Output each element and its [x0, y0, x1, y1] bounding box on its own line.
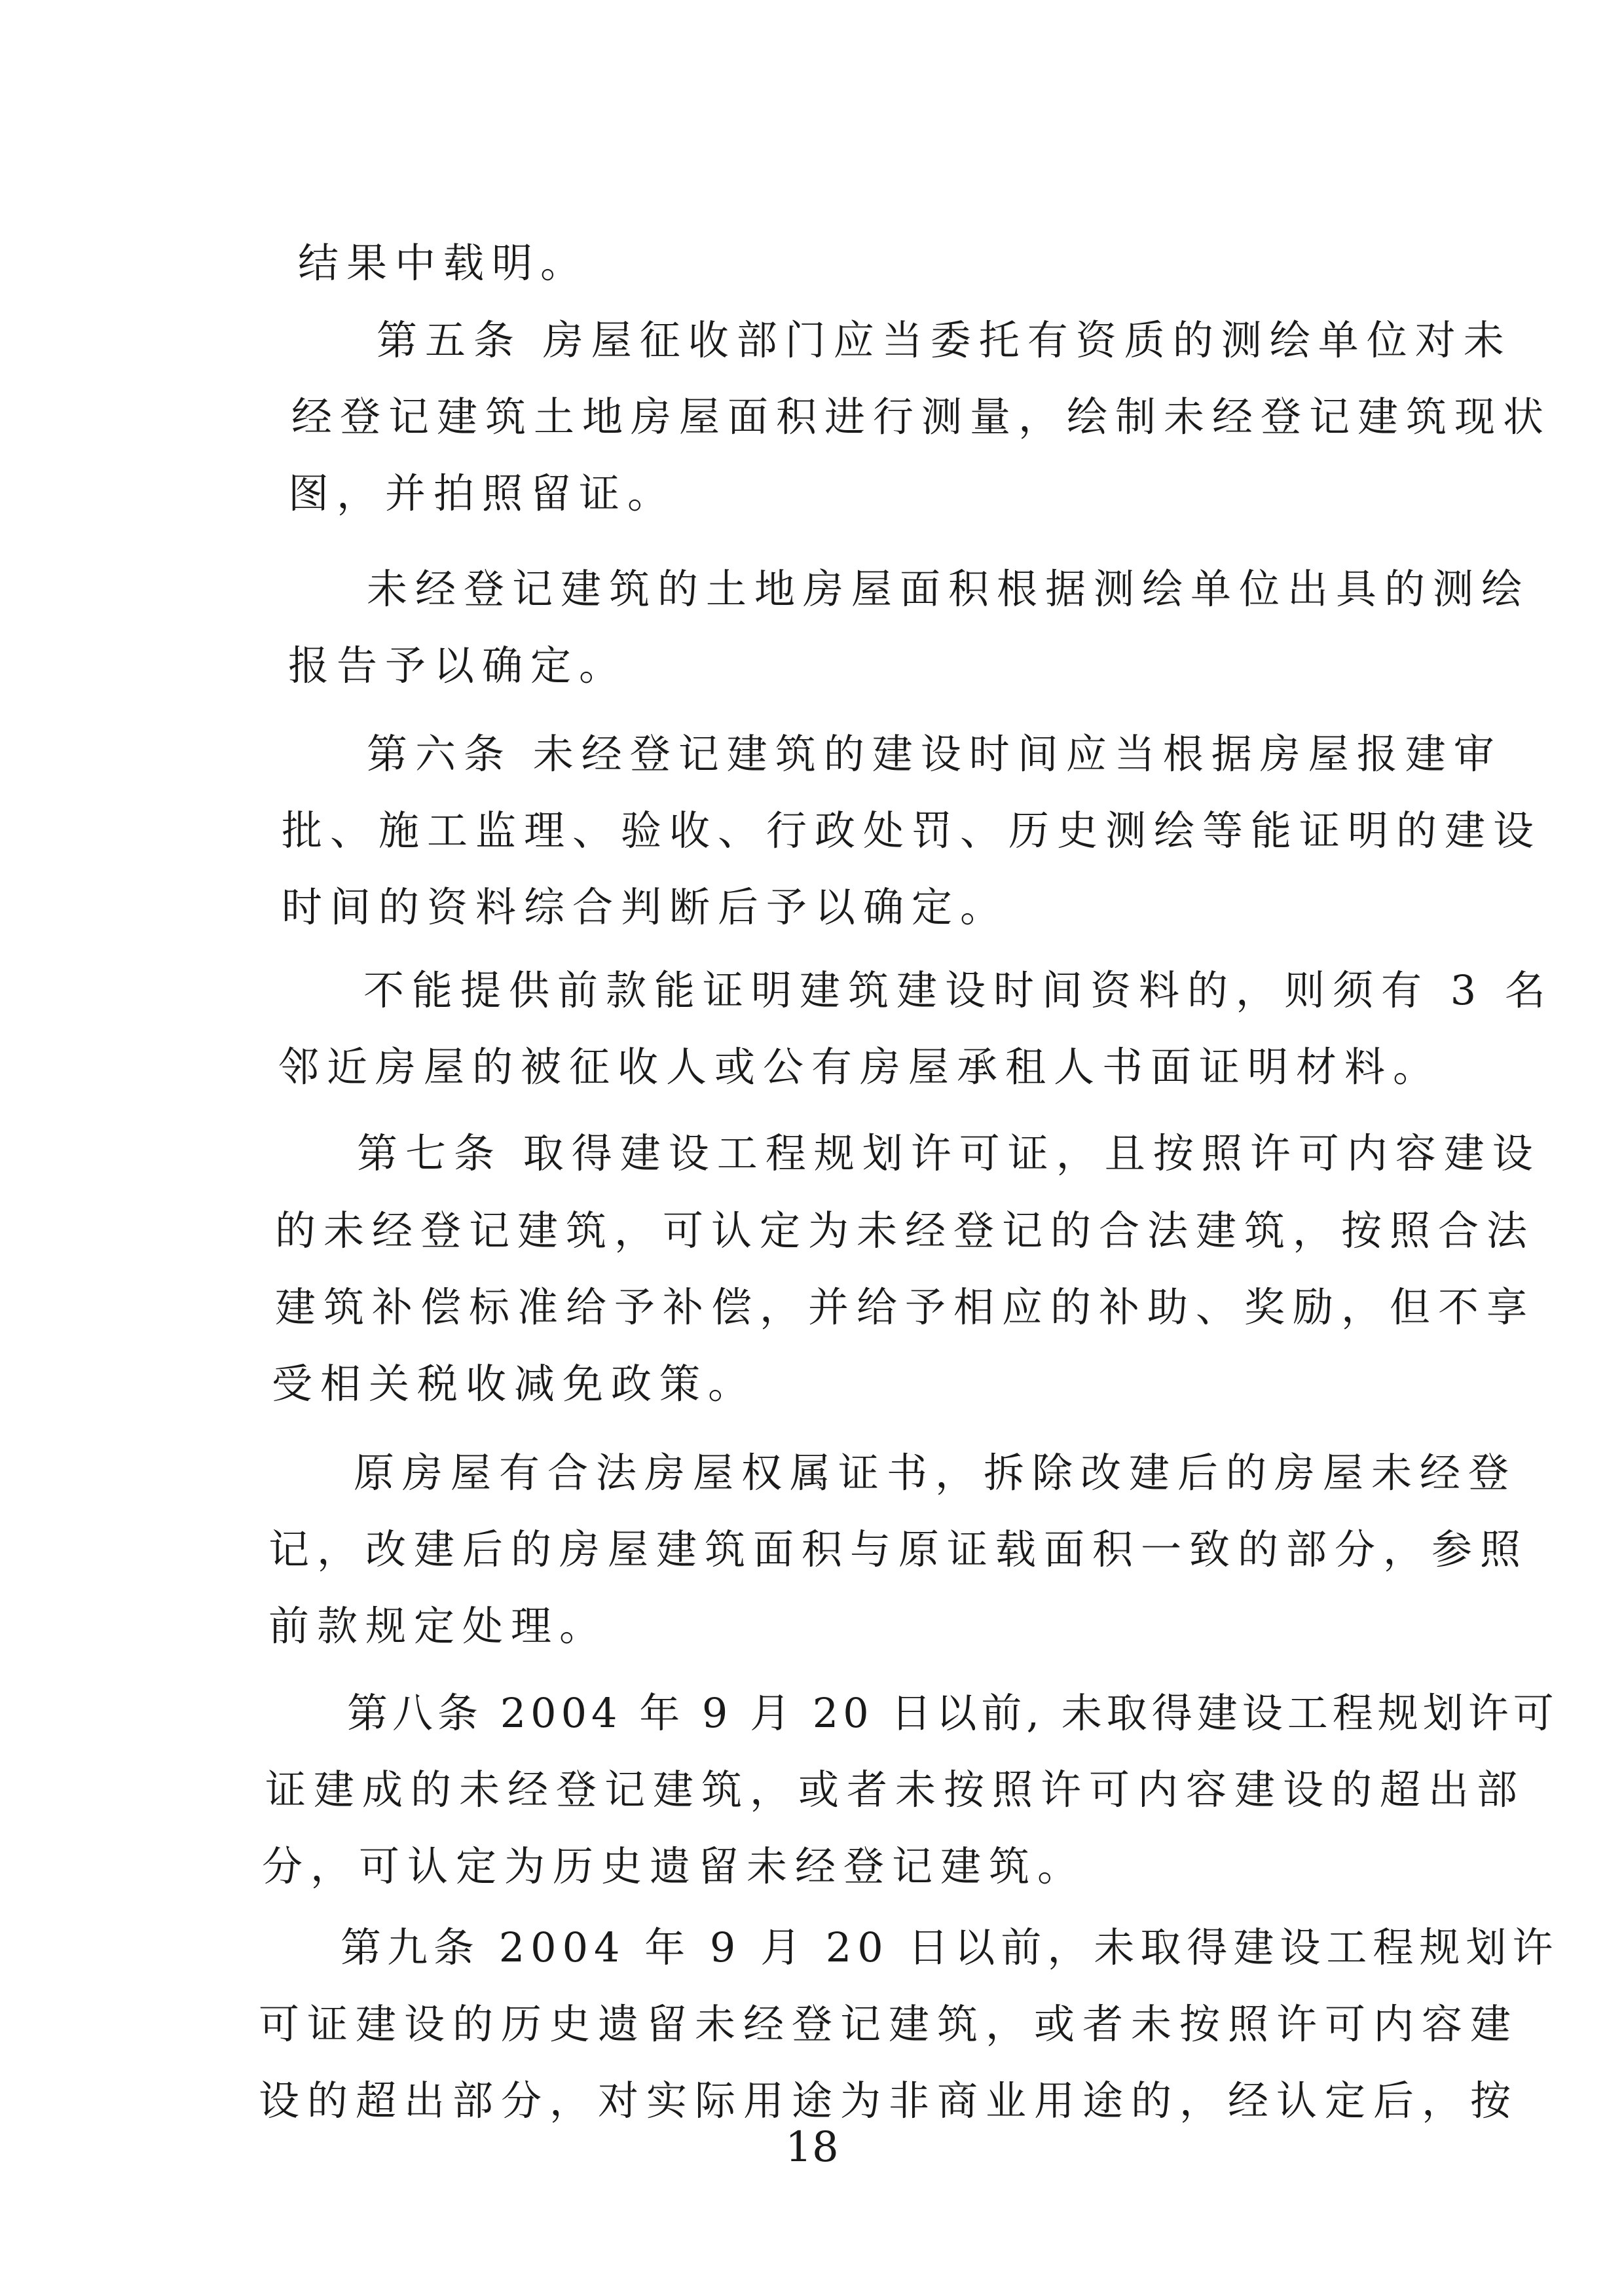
text-line: 邻近房屋的被征收人或公有房屋承租人书面证明材料。 — [278, 1043, 1442, 1091]
text-line: 的未经登记建筑，可认定为未经登记的合法建筑，按照合法 — [275, 1207, 1536, 1254]
text-line: 图，并拍照留证。 — [288, 469, 676, 517]
text-line: 分，可认定为历史遗留未经登记建筑。 — [262, 1842, 1086, 1890]
text-line: 时间的资料综合判断后予以确定。 — [282, 883, 1009, 931]
text-line: 报告予以确定。 — [288, 642, 628, 689]
text-line: 经登记建筑土地房屋面积进行测量，绘制未经登记建筑现状 — [291, 393, 1552, 441]
page-number: 18 — [785, 2123, 839, 2172]
text-line: 批、施工监理、验收、行政处罚、历史测绘等能证明的建设 — [282, 807, 1542, 854]
text-line: 原房屋有合法房屋权属证书，拆除改建后的房屋未经登 — [354, 1449, 1517, 1497]
text-line: 记，改建后的房屋建筑面积与原证载面积一致的部分，参照 — [268, 1525, 1529, 1573]
text-line: 第七条 取得建设工程规划许可证，且按照许可内容建设 — [357, 1129, 1541, 1177]
text-line: 第五条 房屋征收部门应当委托有资质的测绘单位对未 — [377, 316, 1512, 364]
text-line: 受相关税收减免政策。 — [272, 1360, 757, 1408]
text-line: 设的超出部分，对实际用途为非商业用途的，经认定后，按 — [259, 2077, 1519, 2124]
text-line: 前款规定处理。 — [268, 1602, 608, 1650]
text-line: 建筑补偿标准给予补偿，并给予相应的补助、奖励，但不享 — [275, 1283, 1536, 1331]
text-line: 第八条 2004 年 9 月 20 日以前, 未取得建设工程规划许可 — [347, 1689, 1559, 1737]
text-line: 证建成的未经登记建筑，或者未按照许可内容建设的超出部 — [265, 1766, 1526, 1813]
text-line: 未经登记建筑的土地房屋面积根据测绘单位出具的测绘 — [367, 565, 1530, 613]
text-line: 结果中载明。 — [298, 239, 589, 287]
text-line: 可证建设的历史遗留未经登记建筑，或者未按照许可内容建 — [259, 2000, 1519, 2048]
text-line: 不能提供前款能证明建筑建设时间资料的，则须有 3 名 — [363, 966, 1553, 1014]
text-line: 第九条 2004 年 9 月 20 日以前，未取得建设工程规划许 — [341, 1923, 1559, 1971]
text-line: 第六条 未经登记建筑的建设时间应当根据房屋报建审 — [367, 730, 1502, 778]
